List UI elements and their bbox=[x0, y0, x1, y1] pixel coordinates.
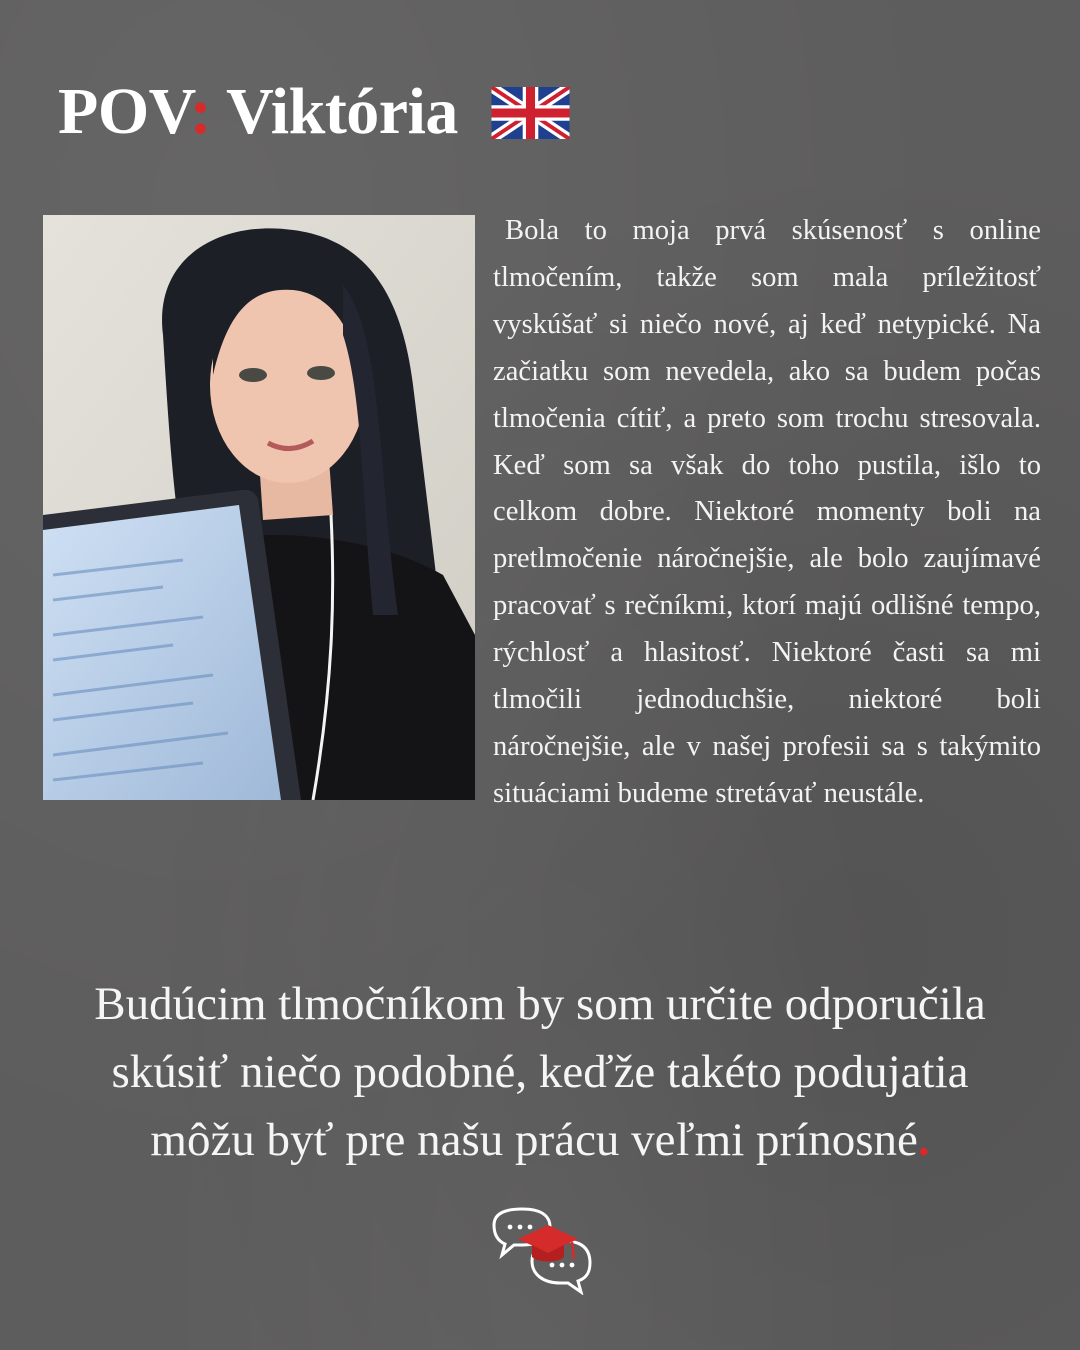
story-paragraph: Bola to moja prvá skúsenosť s online tlmočením, takže som mala príležitosť vyskúšať si niečo nové, aj keď netypické. Na začiatku som nevedela, ako sa budem počas tlmočenia cítiť, a preto som trochu stresovala. Keď som sa však do toho pustila, išlo to celkom dobre. Niektoré momenty boli na pretlmočenie náročnejšie, ale bolo zaujímavé pracovať s rečníkmi, ktorí majú odlišné tempo, rýchlosť a hlasitosť. Niektoré časti sa mi tlmočili jednoduchšie, niektoré boli náročnejšie, ale v našej profesii sa s takýmito situáciami budeme stretávať neustále. bbox=[493, 215, 1041, 809]
quote-end-mark: . bbox=[917, 1114, 930, 1166]
quote-line-1: Budúcim tlmočníkom by som určite odporučila bbox=[94, 978, 986, 1030]
speech-bubbles-graduation-cap-logo bbox=[488, 1205, 594, 1295]
pov-label: POV bbox=[58, 75, 190, 148]
quote-line-3: môžu byť pre našu prácu veľmi prínosné bbox=[150, 1114, 918, 1166]
quote-line-2: skúsiť niečo podobné, keďže takéto podujatia bbox=[111, 1046, 969, 1098]
recommendation-quote bbox=[0, 970, 1080, 1174]
uk-flag-icon bbox=[491, 87, 570, 139]
page-title bbox=[58, 72, 458, 152]
portrait-photo bbox=[43, 215, 475, 800]
person-name: Viktória bbox=[226, 75, 458, 148]
title-colon: : bbox=[189, 75, 212, 148]
portrait-illustration bbox=[43, 215, 475, 800]
